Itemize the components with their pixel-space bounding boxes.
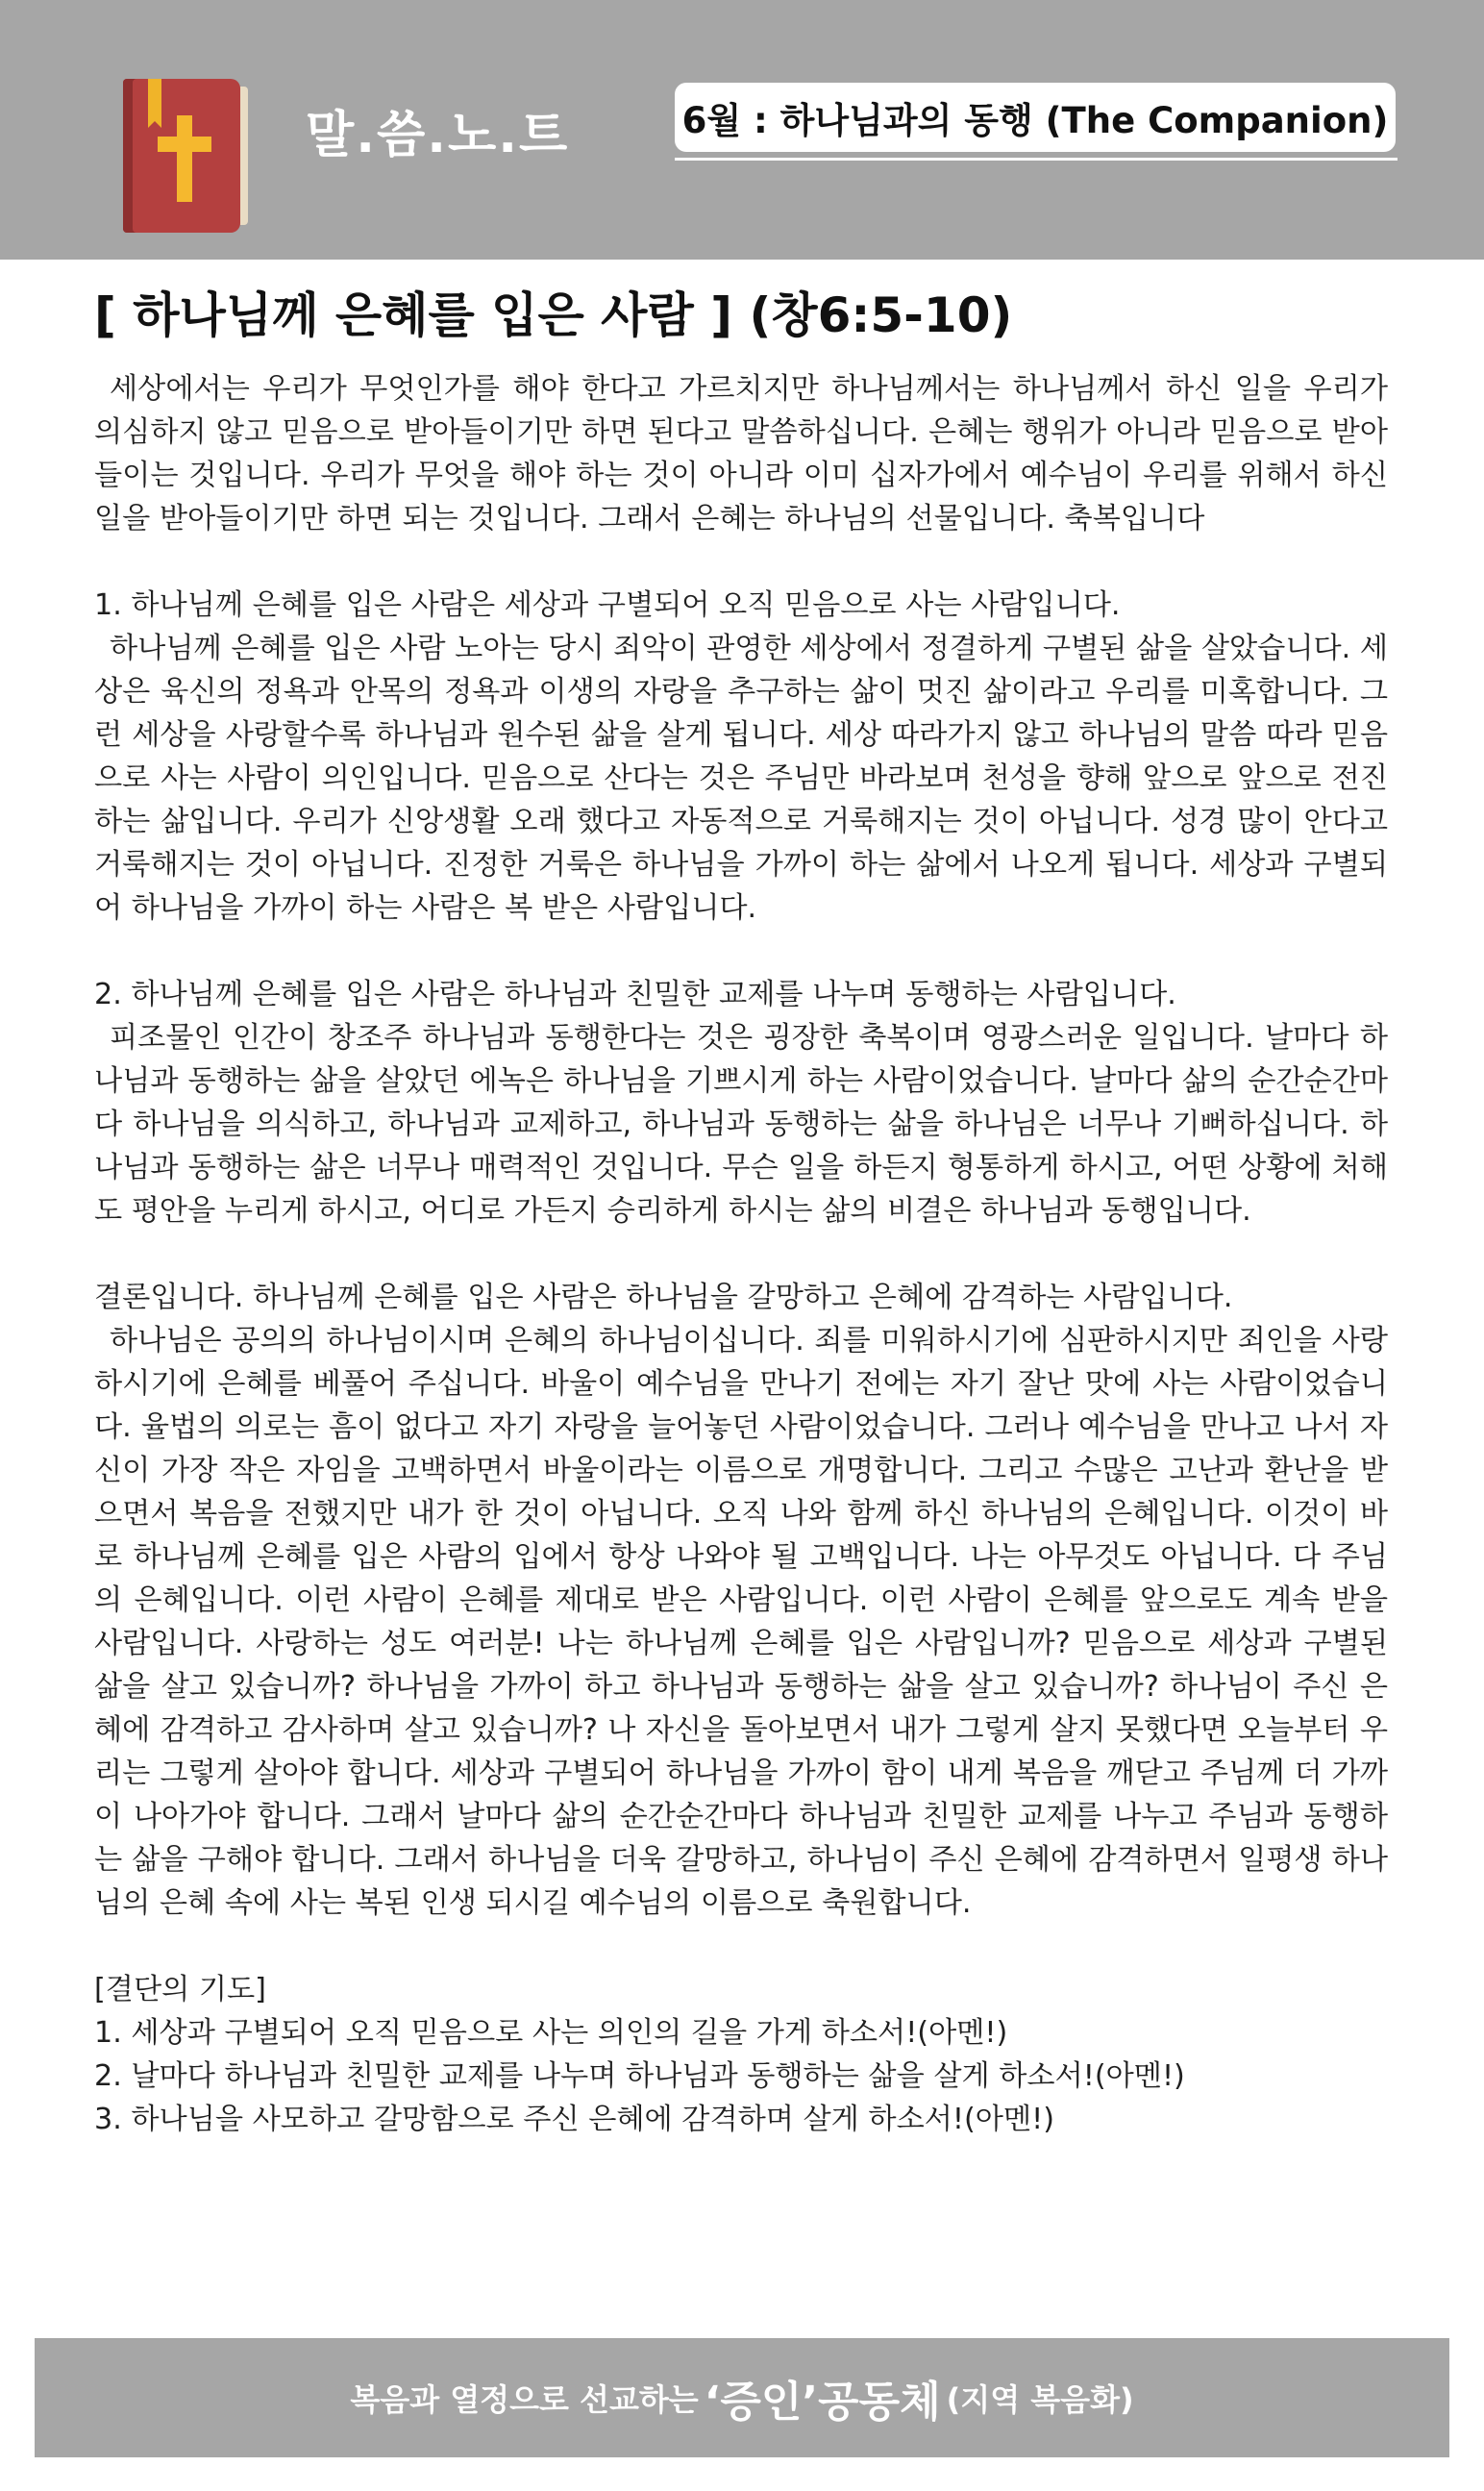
conclusion-heading: 결론입니다. 하나님께 은혜를 입은 사람은 하나님을 갈망하고 은혜에 감격하는 사람입니다. [94,1281,1233,1314]
point-2-heading: 2. 하나님께 은혜를 입은 사람은 하나님과 친밀한 교제를 나누며 동행하는 사람입니다. [94,978,1176,1011]
cross-icon-bar [158,137,211,152]
point-2-body: 피조물인 인간이 창조주 하나님과 동행한다는 것은 굉장한 축복이며 영광스러운 일입니다. 날마다 하나님과 동행하는 삶을 살았던 에녹은 하나님을 기쁘시게 하는 사람이었습니다. 날마다 삶의 순간순간마다 하나님을 의식하고, 하나님과 교제하고, 하나님과 동행하는 삶을 하나님은 너무나 기뻐하십니다. 하나님과 동행하는 삶은 너무나 매력적인 것입니다. 무슨 일을 하든지 형통하게 하시고, 어떤 상황에 처해도 평안을 누리게 하시고, 어디로 가든지 승리하게 하시는 삶의 비결은 하나님과 동행입니다. [94,1021,1388,1228]
conclusion-body: 하나님은 공의의 하나님이시며 은혜의 하나님이십니다. 죄를 미워하시기에 심판하시지만 죄인을 사랑하시기에 은혜를 베풀어 주십니다. 바울이 예수님을 만나기 전에는 자기 잘난 맛에 사는 사람이었습니다. 율법의 의로는 흠이 없다고 자기 자랑을 늘어놓던 사람이었습니다. 그러나 예수님을 만나고 나서 자신이 가장 작은 자임을 고백하면서 바울이라는 이름으로 개명합니다. 그리고 수많은 고난과 환난을 받으면서 복음을 전했지만 내가 한 것이 아닙니다. 오직 나와 함께 하신 하나님의 은혜입니다. 이것이 바로 하나님께 은혜를 입은 사람의 입에서 항상 나와야 될 고백입니다. 나는 아무것도 아닙니다. 다 주님의 은혜입니다. 이런 사람이 은혜를 제대로 받은 사람입니다. 이런 사람이 은혜를 앞으로도 계속 받을 사람입니다. 사랑하는 성도 여러분! 나는 하나님께 은혜를 입은 사람입니까? 믿음으로 세상과 구별된 삶을 살고 있습니까? 하나님을 가까이 하고 하나님과 동행하는 삶을 살고 있습니까? 하나님이 주신 은혜에 감격하고 감사하며 살고 있습니까? 나 자신을 돌아보면서 내가 그렇게 살지 못했다면 오늘부터 우리는 그렇게 살아야 합니다. 세상과 구별되어 하나님을 가까이 함이 내게 복음을 깨닫고 주님께 더 가까이 나아가야 합니다. 그래서 날마다 삶의 순간순간마다 하나님과 친밀한 교제를 나누고 주님과 동행하는 삶을 구해야 합니다. 그래서 하나님을 더욱 갈망하고, 하나님이 주신 은혜에 감격하면서 일평생 하나님의 은혜 속에 사는 복된 인생 되시길 예수님의 이름으로 축원합니다. [94,1324,1388,1920]
prayer-heading: [결단의 기도] [94,1973,266,2006]
bible-icon [123,79,240,233]
bookmark-ribbon [148,79,161,121]
prayer-item: 3. 하나님을 사모하고 갈망함으로 주신 은혜에 감격하며 살게 하소서!(아멘!) [94,2103,1055,2136]
bible-pages [240,87,248,225]
prayer-item: 2. 날마다 하나님과 친밀한 교제를 나누며 하나님과 동행하는 삶을 살게 하소서!(아멘!) [94,2059,1185,2093]
footer-text: 복음과 열정으로 선교하는 [350,2381,699,2418]
brand-title: 말.씀.노.트 [306,107,570,164]
header-banner [0,0,1484,260]
point-1-heading: 1. 하나님께 은혜를 입은 사람은 세상과 구별되어 오직 믿음으로 사는 사람입니다. [94,588,1121,622]
cross-icon [177,115,192,202]
sermon-title: [ 하나님께 은혜를 입은 사람 ] (창6:5-10) [94,287,1013,343]
prayer-item: 1. 세상과 구별되어 오직 믿음으로 사는 의인의 길을 가게 하소서!(아멘!) [94,2016,1008,2050]
sermon-body [94,367,1388,2141]
series-underline [675,158,1397,161]
footer-banner [35,2338,1449,2457]
footer-text-suffix: (지역 복음화) [946,2381,1134,2418]
series-label: 6월 : 하나님과의 동행 (The Companion) [675,83,1396,152]
footer-highlight: ‘증인’공동체 [704,2378,941,2427]
intro-paragraph: 세상에서는 우리가 무엇인가를 해야 한다고 가르치지만 하나님께서는 하나님께서 하신 일을 우리가 의심하지 않고 믿음으로 받아들이기만 하면 된다고 말씀하십니다. 은혜는 행위가 아니라 믿음으로 받아들이는 것입니다. 우리가 무엇을 해야 하는 것이 아니라 이미 십자가에서 예수님이 우리를 위해서 하신 일을 받아들이기만 하면 되는 것입니다. 그래서 은혜는 하나님의 선물입니다. 축복입니다 [94,372,1388,536]
point-1-body: 하나님께 은혜를 입은 사람 노아는 당시 죄악이 관영한 세상에서 정결하게 구별된 삶을 살았습니다. 세상은 육신의 정욕과 안목의 정욕과 이생의 자랑을 추구하는 삶이 멋진 삶이라고 우리를 미혹합니다. 그런 세상을 사랑할수록 하나님과 원수된 삶을 살게 됩니다. 세상 따라가지 않고 하나님의 말씀 따라 믿음으로 사는 사람이 의인입니다. 믿음으로 산다는 것은 주님만 바라보며 천성을 향해 앞으로 앞으로 전진하는 삶입니다. 우리가 신앙생활 오래 했다고 자동적으로 거룩해지는 것이 아닙니다. 성경 많이 안다고 거룩해지는 것이 아닙니다. 진정한 거룩은 하나님을 가까이 하는 삶에서 나오게 됩니다. 세상과 구별되어 하나님을 가까이 하는 사람은 복 받은 사람입니다. [94,632,1388,925]
